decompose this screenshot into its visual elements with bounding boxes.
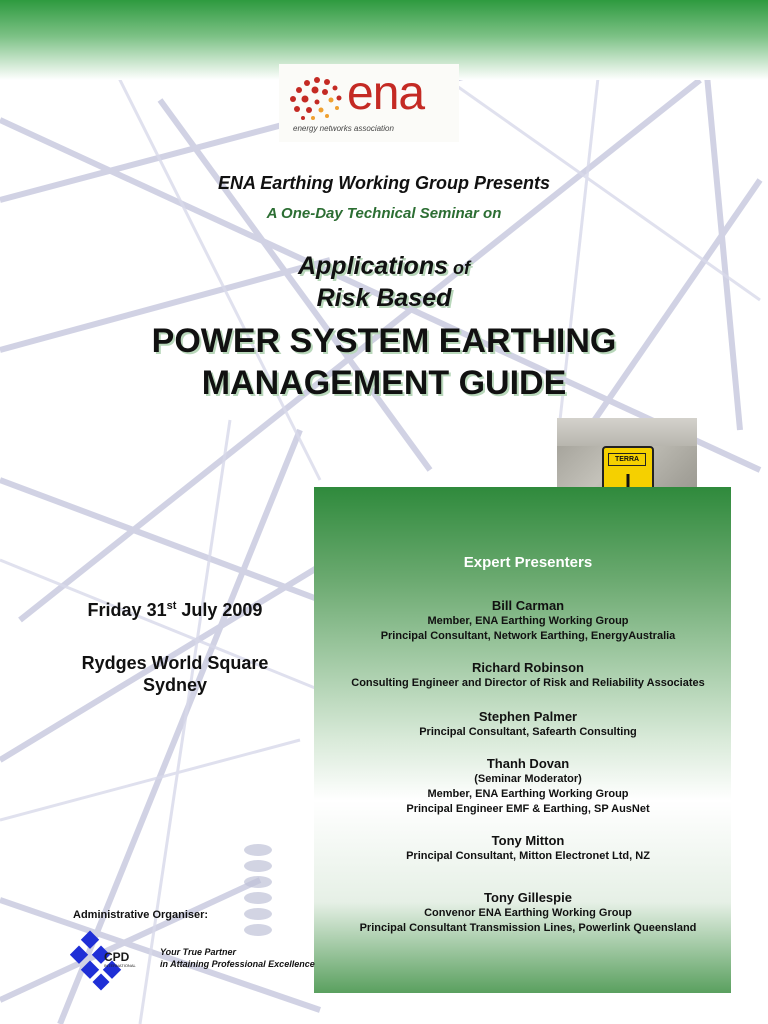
event-day-suffix: st	[166, 600, 177, 612]
event-month-year: July 2009	[176, 600, 263, 620]
cpd-logo-text: CPD	[104, 950, 130, 964]
expert-presenters-heading: Expert Presenters	[463, 554, 593, 571]
ena-logo-subtitle: energy networks association	[293, 124, 394, 133]
seminar-line: A One-Day Technical Seminar on	[266, 205, 502, 222]
presents-line: ENA Earthing Working Group Presents	[217, 173, 551, 193]
presenter-name: Stephen Palmer	[478, 709, 578, 724]
tagline-line1: Your True Partner	[160, 947, 237, 957]
presenter-name: Tony Mitton	[491, 833, 565, 848]
title-applications-word: Applications	[297, 252, 448, 280]
cpd-logo-subtext: INTERNATIONAL	[104, 963, 136, 968]
presenter-role: Principal Engineer EMF & Earthing, SP AusNet	[406, 803, 650, 815]
presenter-role: Consulting Engineer and Director of Risk and Reliability Associates	[351, 677, 705, 689]
cpd-tagline	[160, 946, 315, 970]
event-venue	[30, 652, 320, 696]
presenter-name: Bill Carman	[491, 598, 565, 613]
main-title-line1: POWER SYSTEM EARTHING	[151, 322, 617, 360]
presenter-role: Principal Consultant, Mitton Electronet Ltd, NZ	[406, 850, 650, 862]
ena-logo	[279, 64, 459, 142]
presenter-bill-carman	[314, 598, 742, 644]
title-risk-based: Risk Based	[316, 284, 452, 312]
venue-line1: Rydges World Square	[81, 653, 269, 673]
presenter-role: (Seminar Moderator)	[474, 773, 582, 785]
presenter-role: Member, ENA Earthing Working Group	[427, 788, 629, 800]
presenter-role: Principal Consultant, Safearth Consulting	[419, 726, 637, 738]
main-title	[0, 320, 768, 404]
event-day: Friday 31	[87, 600, 167, 620]
presenter-name: Thanh Dovan	[486, 756, 570, 771]
presenter-tony-gillespie	[314, 890, 742, 936]
presenter-stephen-palmer	[314, 709, 742, 740]
event-date	[30, 600, 320, 621]
administrative-organiser-label: Administrative Organiser:	[73, 909, 209, 921]
terra-label: TERRA	[608, 453, 646, 466]
presenter-name: Richard Robinson	[472, 660, 584, 675]
title-of-word: of	[448, 258, 470, 278]
tagline-line2: in Attaining Professional Excellence	[160, 959, 315, 969]
presenter-role: Principal Consultant Transmission Lines, Powerlink Queensland	[359, 922, 697, 934]
presenter-role: Principal Consultant, Network Earthing, EnergyAustralia	[380, 630, 676, 642]
presenter-role: Convenor ENA Earthing Working Group	[424, 907, 632, 919]
main-title-line2: MANAGEMENT GUIDE	[201, 364, 567, 402]
presenter-role: Member, ENA Earthing Working Group	[427, 615, 629, 627]
ena-logo-word: ena	[347, 67, 425, 120]
venue-line2: Sydney	[142, 675, 208, 695]
presenter-richard-robinson	[314, 660, 742, 691]
presenter-name: Tony Gillespie	[484, 890, 572, 905]
presenter-thanh-dovan	[314, 756, 742, 817]
title-applications	[0, 252, 768, 281]
presenter-tony-mitton	[314, 833, 742, 864]
ena-dots-icon	[287, 74, 347, 120]
